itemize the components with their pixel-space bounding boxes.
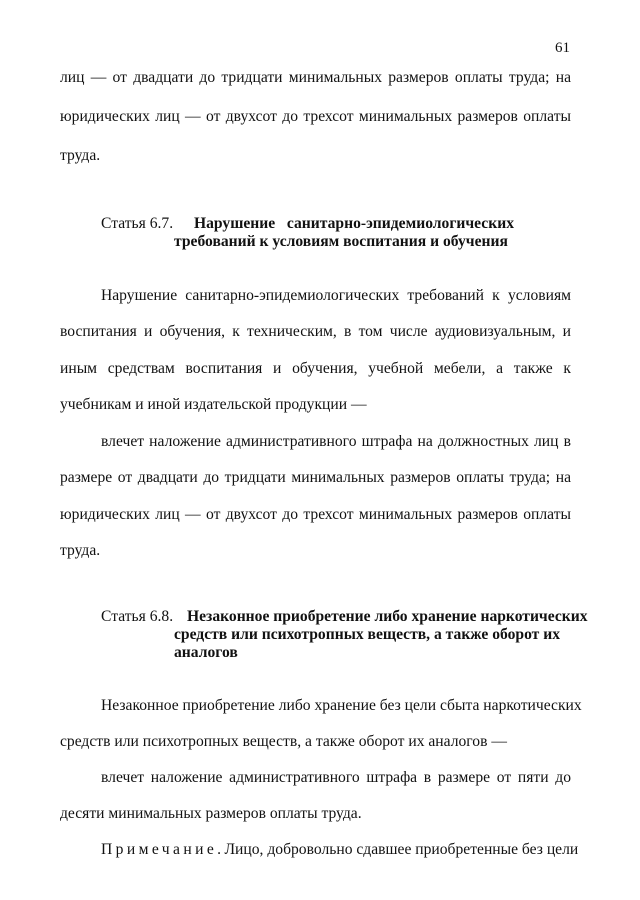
article-title-line: Нарушение санитарно-эпидемиологических: [194, 215, 514, 232]
text-line: Незаконное приобретение либо хранение без цели сбыта наркотических: [101, 697, 582, 714]
text-line: воспитания и обучения, к техническим, в том числе аудиовизуальным, и: [60, 323, 571, 340]
text-line: юридических лиц — от двухсот до трехсот минимальных размеров оплаты: [60, 108, 571, 125]
article-label: Статья 6.8.: [101, 608, 174, 625]
text-line: учебникам и иной издательской продукции —: [60, 396, 367, 413]
note-line: [101, 840, 579, 860]
article-title-line: требований к условиям воспитания и обучения: [174, 233, 508, 250]
note-text: Лицо, добровольно сдавшее приобретенные без цели: [224, 841, 579, 858]
text-line: юридических лиц — от двухсот до трехсот минимальных размеров оплаты: [60, 506, 571, 523]
text-line: Нарушение санитарно-эпидемиологических требований к условиям: [101, 287, 571, 304]
text-line: иным средствам воспитания и обучения, учебной мебели, а также к: [60, 360, 571, 377]
article-title-line: аналогов: [174, 644, 238, 661]
text-line: труда.: [60, 542, 101, 559]
text-line: влечет наложение административного штрафа в размере от пяти до: [101, 769, 571, 786]
page-number: 61: [555, 40, 570, 56]
text-line: размере от двадцати до тридцати минимальных размеров оплаты труда; на: [60, 469, 571, 486]
text-line: труда.: [60, 147, 101, 164]
article-title-line: средств или психотропных веществ, а также оборот их: [174, 626, 561, 643]
article-title-line: Незаконное приобретение либо хранение наркотических: [187, 608, 588, 625]
text-line: средств или психотропных веществ, а также оборот их аналогов —: [60, 733, 507, 750]
article-label: Статья 6.7.: [101, 215, 174, 232]
text-line: лиц — от двадцати до тридцати минимальных размеров оплаты труда; на: [60, 69, 571, 86]
text-line: десяти минимальных размеров оплаты труда.: [60, 805, 362, 822]
text-line: влечет наложение административного штрафа на должностных лиц в: [101, 433, 571, 450]
note-label: Примечание.: [101, 841, 225, 858]
